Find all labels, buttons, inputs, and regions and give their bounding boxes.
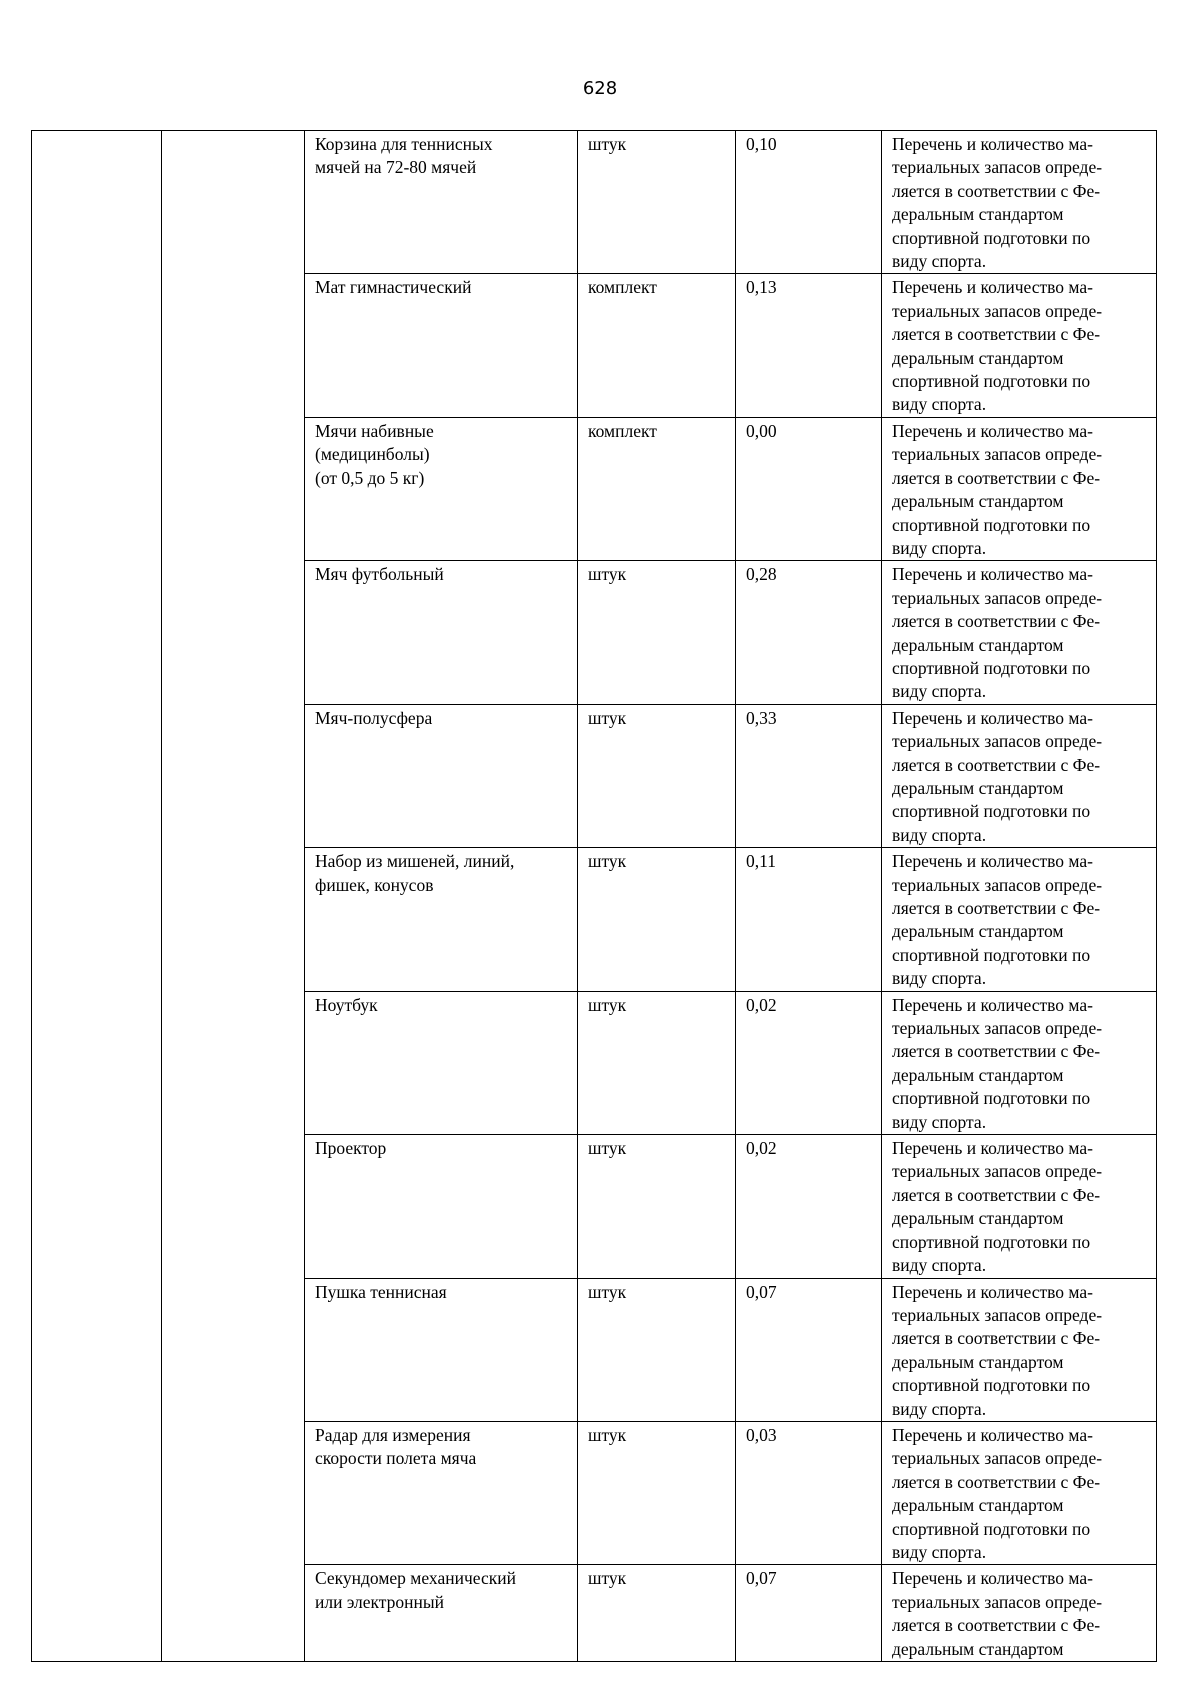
item-name-cell: Пушка теннисная [305, 1278, 578, 1421]
item-unit-cell: штук [578, 131, 736, 274]
item-note-cell: Перечень и количество ма- териальных запасов опреде- ляется в соответствии с Фе- деральным стандартом спортивной подготовки по виду спорта. [882, 417, 1157, 560]
item-note-cell: Перечень и количество ма- териальных запасов опреде- ляется в соответствии с Фе- деральным стандартом спортивной подготовки по виду спорта. [882, 274, 1157, 417]
page-number: 628 [582, 78, 618, 99]
item-unit-cell: штук [578, 1565, 736, 1662]
item-unit-cell: штук [578, 561, 736, 704]
item-unit-cell: штук [578, 704, 736, 847]
item-note-cell: Перечень и количество ма- териальных запасов опреде- ляется в соответствии с Фе- деральным стандартом спортивной подготовки по виду спорта. [882, 704, 1157, 847]
item-value-cell: 0,10 [736, 131, 882, 274]
item-name-cell: Мячи набивные (медицинболы) (от 0,5 до 5 кг) [305, 417, 578, 560]
item-note-cell: Перечень и количество ма- териальных запасов опреде- ляется в соответствии с Фе- деральным стандартом спортивной подготовки по виду спорта. [882, 1135, 1157, 1278]
table-body [32, 131, 1157, 1662]
item-note-cell: Перечень и количество ма- териальных запасов опреде- ляется в соответствии с Фе- деральным стандартом спортивной подготовки по виду спорта. [882, 131, 1157, 274]
item-unit-cell: штук [578, 848, 736, 991]
equipment-table [31, 130, 1157, 1662]
item-note-cell: Перечень и количество ма- териальных запасов опреде- ляется в соответствии с Фе- деральным стандартом спортивной подготовки по виду спорта. [882, 991, 1157, 1134]
item-value-cell: 0,00 [736, 417, 882, 560]
item-unit-cell: штук [578, 1278, 736, 1421]
item-value-cell: 0,33 [736, 704, 882, 847]
item-value-cell: 0,13 [736, 274, 882, 417]
item-unit-cell: штук [578, 1135, 736, 1278]
item-unit-cell: штук [578, 1421, 736, 1564]
item-name-cell: Набор из мишеней, линий, фишек, конусов [305, 848, 578, 991]
item-name-cell: Корзина для теннисных мячей на 72-80 мячей [305, 131, 578, 274]
item-value-cell: 0,07 [736, 1278, 882, 1421]
item-note-cell: Перечень и количество ма- териальных запасов опреде- ляется в соответствии с Фе- деральным стандартом спортивной подготовки по виду спорта. [882, 561, 1157, 704]
item-unit-cell: комплект [578, 274, 736, 417]
item-note-cell: Перечень и количество ма- териальных запасов опреде- ляется в соответствии с Фе- деральным стандартом [882, 1565, 1157, 1662]
item-name-cell: Проектор [305, 1135, 578, 1278]
item-name-cell: Мяч-полусфера [305, 704, 578, 847]
item-value-cell: 0,28 [736, 561, 882, 704]
item-name-cell: Ноутбук [305, 991, 578, 1134]
empty-column-1 [32, 131, 162, 1662]
item-name-cell: Секундомер механический или электронный [305, 1565, 578, 1662]
item-value-cell: 0,07 [736, 1565, 882, 1662]
empty-column-2 [162, 131, 305, 1662]
item-unit-cell: комплект [578, 417, 736, 560]
item-name-cell: Радар для измерения скорости полета мяча [305, 1421, 578, 1564]
item-unit-cell: штук [578, 991, 736, 1134]
item-value-cell: 0,03 [736, 1421, 882, 1564]
item-value-cell: 0,02 [736, 991, 882, 1134]
item-note-cell: Перечень и количество ма- териальных запасов опреде- ляется в соответствии с Фе- деральным стандартом спортивной подготовки по виду спорта. [882, 1421, 1157, 1564]
item-note-cell: Перечень и количество ма- териальных запасов опреде- ляется в соответствии с Фе- деральным стандартом спортивной подготовки по виду спорта. [882, 848, 1157, 991]
item-value-cell: 0,11 [736, 848, 882, 991]
item-value-cell: 0,02 [736, 1135, 882, 1278]
item-note-cell: Перечень и количество ма- териальных запасов опреде- ляется в соответствии с Фе- деральным стандартом спортивной подготовки по виду спорта. [882, 1278, 1157, 1421]
table-row [32, 131, 1157, 274]
item-name-cell: Мат гимнастический [305, 274, 578, 417]
item-name-cell: Мяч футбольный [305, 561, 578, 704]
